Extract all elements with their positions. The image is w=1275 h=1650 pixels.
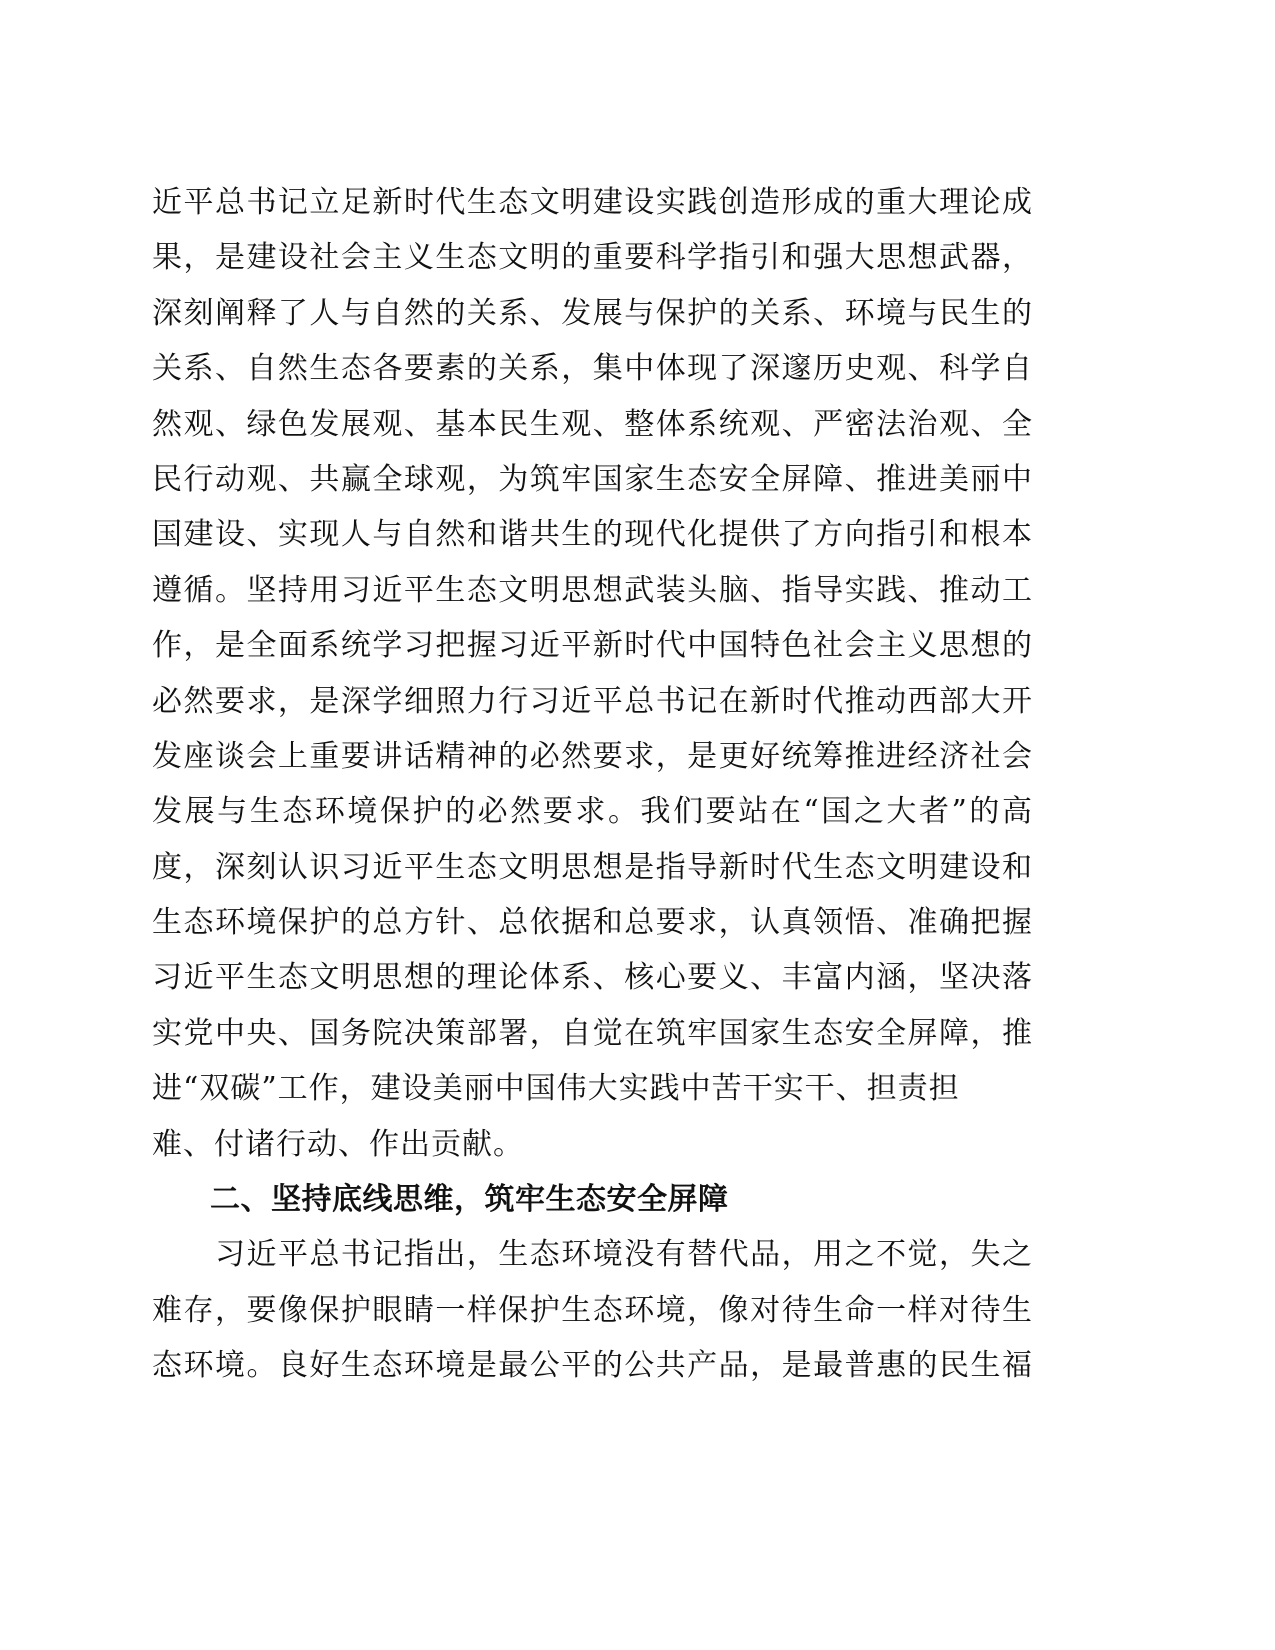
text-line: 度，深刻认识习近平生态文明思想是指导新时代生态文明建设和 xyxy=(152,849,1033,885)
text-line: 实党中央、国务院决策部署，自觉在筑牢国家生态安全屏障，推 xyxy=(152,1015,1033,1051)
body-text xyxy=(152,175,1033,1394)
text-line: 民行动观、共赢全球观，为筑牢国家生态安全屏障、推进美丽中 xyxy=(152,461,1033,497)
text-line: 遵循。坚持用习近平生态文明思想武装头脑、指导实践、推动工 xyxy=(152,572,1033,608)
text-line: 深刻阐释了人与自然的关系、发展与保护的关系、环境与民生的 xyxy=(152,295,1033,331)
text-line: 进“双碳”工作，建设美丽中国伟大实践中苦干实干、担责担 xyxy=(152,1071,960,1107)
text-line: 近平总书记立足新时代生态文明建设实践创造形成的重大理论成 xyxy=(152,185,1033,220)
text-line: 果，是建设社会主义生态文明的重要科学指引和强大思想武器， xyxy=(152,240,1033,276)
text-line: 国建设、实现人与自然和谐共生的现代化提供了方向指引和根本 xyxy=(152,517,1033,553)
text-line: 然观、绿色发展观、基本民生观、整体系统观、严密法治观、全 xyxy=(152,406,1033,442)
text-line: 作，是全面系统学习把握习近平新时代中国特色社会主义思想的 xyxy=(152,628,1033,664)
paragraph-ecological-environment xyxy=(152,1227,1033,1393)
text-line: 习近平总书记指出，生态环境没有替代品，用之不觉，失之 xyxy=(215,1237,1033,1273)
text-line: 发座谈会上重要讲话精神的必然要求，是更好统筹推进经济社会 xyxy=(152,738,1033,774)
text-line: 习近平生态文明思想的理论体系、核心要义、丰富内涵，坚决落 xyxy=(152,960,1033,996)
paragraph-ecological-thought xyxy=(152,175,1033,1172)
text-line: 生态环境保护的总方针、总依据和总要求，认真领悟、准确把握 xyxy=(152,905,1033,941)
text-line: 难、付诸行动、作出贡献。 xyxy=(152,1126,524,1162)
text-line: 态环境。良好生态环境是最公平的公共产品，是最普惠的民生福 xyxy=(152,1348,1033,1384)
text-line: 难存，要像保护眼睛一样保护生态环境，像对待生命一样对待生 xyxy=(152,1292,1033,1328)
text-line: 必然要求，是深学细照力行习近平总书记在新时代推动西部大开 xyxy=(152,683,1033,719)
text-line: 发展与生态环境保护的必然要求。我们要站在“国之大者”的高 xyxy=(152,794,1033,830)
text-line: 关系、自然生态各要素的关系，集中体现了深邃历史观、科学自 xyxy=(152,351,1033,387)
section-heading: 二、坚持底线思维，筑牢生态安全屏障 xyxy=(210,1182,729,1218)
